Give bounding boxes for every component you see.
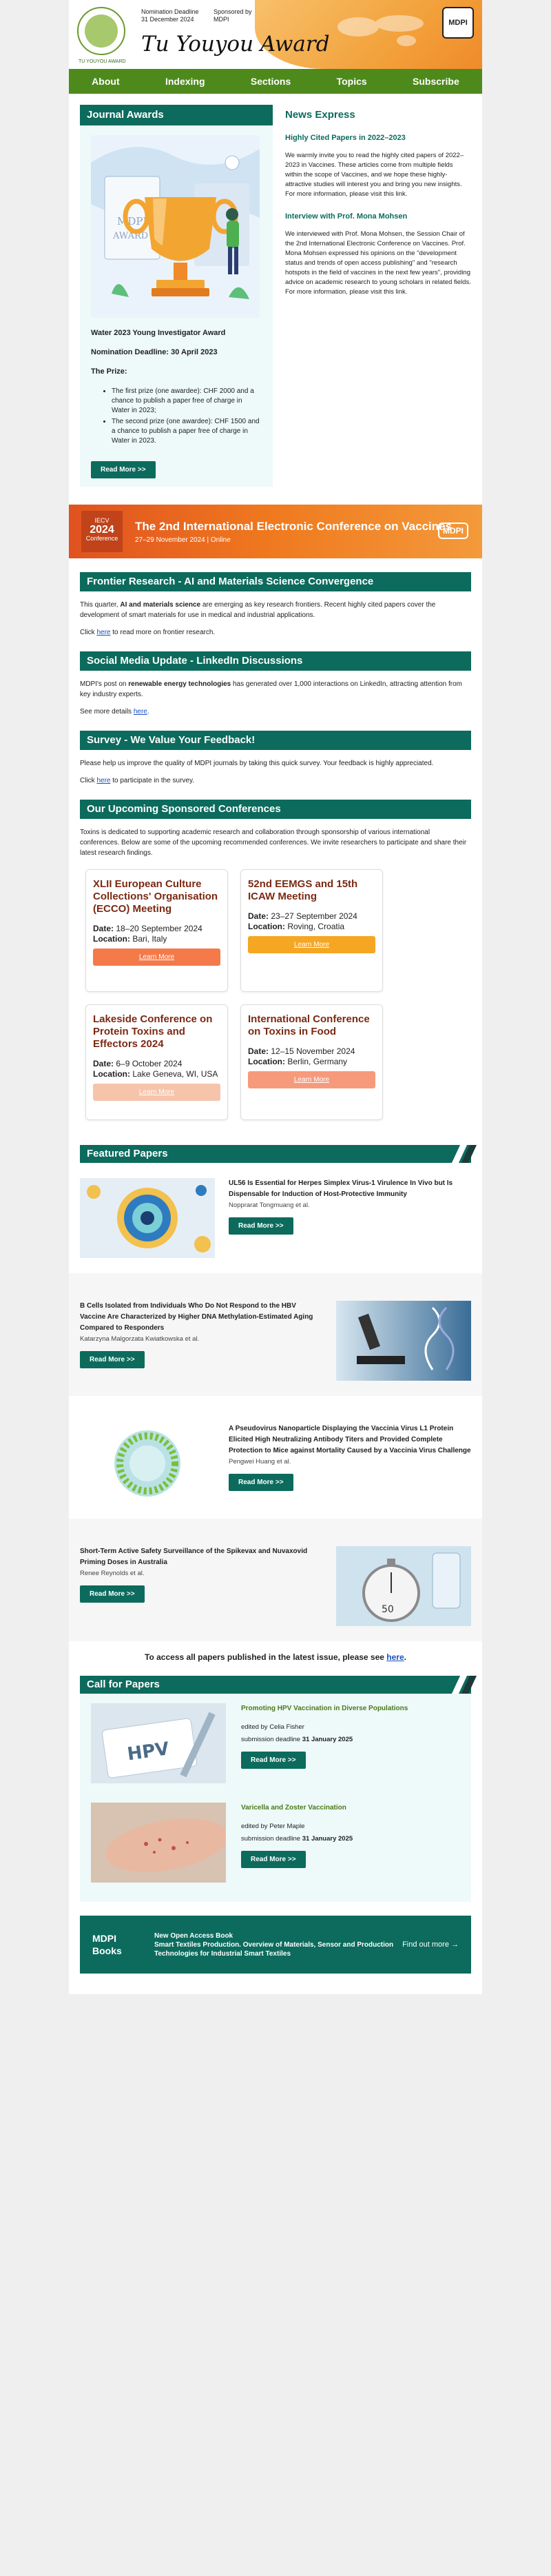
learn-more-button[interactable]: Learn More [93, 949, 220, 966]
paper-authors: Nopprarat Tongmuang et al. [229, 1201, 310, 1209]
conference-card [85, 1004, 228, 1120]
survey-link-line: Click here to participate in the survey. [80, 777, 195, 784]
paper-authors: Katarzyna Malgorzata Kwiatkowska et al. [80, 1335, 200, 1343]
news-item-title[interactable]: Interview with Prof. Mona Mohsen [285, 212, 408, 221]
conference-date: Date: 6–9 October 2024 [93, 1059, 183, 1068]
header [69, 0, 482, 69]
survey-link[interactable]: here [96, 777, 111, 784]
conference-banner[interactable] [69, 505, 482, 558]
featured-heading: Featured Papers [87, 1148, 168, 1159]
call-for-papers [80, 1694, 471, 1902]
trophy-icon [91, 135, 260, 318]
featured-paper [69, 1519, 482, 1641]
nanoparticle-icon [80, 1423, 215, 1503]
newsletter [69, 0, 482, 1994]
cfp-item [91, 1793, 460, 1892]
awards-body [80, 318, 273, 487]
nav-sections[interactable]: Sections [250, 76, 291, 87]
conference-card [240, 1004, 383, 1120]
award-deadline: Nomination Deadline: 30 April 2023 [91, 348, 218, 356]
news-item-body: We warmly invite you to read the highly cited papers of 2022–2023 in Vaccines. These articles come from multiple fields within the scope of Vaccines, and we hope these highly-attractive studies will interest you and bring you new insights. For more information, please visit this link. [285, 152, 464, 198]
social-body: MDPI's post on renewable energy technologies has generated over 1,000 interactions on LinkedIn, attracting attention from key industry experts. [80, 680, 462, 698]
survey-section [69, 731, 482, 786]
cfp-text [241, 1703, 408, 1783]
learn-more-button[interactable]: Learn More [93, 1084, 220, 1101]
nav-subscribe[interactable]: Subscribe [413, 76, 459, 87]
prize-item: • The second prize (one awardee): CHF 1500 and a chance to publish a paper free of charge in Water in 2023. [112, 417, 262, 446]
deadline-info [141, 8, 199, 23]
survey-heading: Survey - We Value Your Feedback! [80, 731, 471, 750]
news-heading: News Express [285, 109, 355, 121]
paper-authors: Pengwei Huang et al. [229, 1458, 291, 1466]
news-item-body: We interviewed with Prof. Mona Mohsen, the Session Chair of the 2nd International Electronic Conference on Vaccines. Prof. Mona Mohsen expressed his opinions on the "development status and trends of open access publishing" and "research hotspots in the field of vaccines in the next few years", providing advice on academic research to young scholars in related fields. For more information, please visit this link. [285, 230, 471, 296]
skin-rash-icon [91, 1803, 226, 1883]
stopwatch-icon [336, 1546, 471, 1626]
conference-location: Location: Roving, Croatia [248, 922, 345, 931]
paper-title[interactable]: B Cells Isolated from Individuals Who Do Not Respond to the HBV Vaccine Are Characterized by Higher DNA Methylation-Estimated Aging Compared to Responders [80, 1302, 313, 1332]
conference-date: Date: 18–20 September 2024 [93, 924, 202, 933]
sponsor-label: Sponsored by [214, 8, 252, 15]
news-express [285, 105, 471, 487]
awards-read-more-button[interactable]: Read More >> [91, 461, 156, 478]
conference-title: 52nd EEMGS and 15th ICAW Meeting [248, 878, 358, 902]
mdpi-books-logo: MDPI Books [92, 1933, 122, 1956]
cfp-image [91, 1703, 226, 1783]
conference-title: Lakeside Conference on Protein Toxins and Effectors 2024 [93, 1013, 213, 1050]
cfp-heading: Call for Papers [87, 1679, 160, 1690]
mdpi-logo[interactable]: MDPI [442, 7, 474, 39]
frontier-link[interactable]: here [96, 629, 111, 636]
prize-label: The Prize: [91, 367, 127, 376]
cfp-item [91, 1694, 460, 1793]
conferences-heading: Our Upcoming Sponsored Conferences [80, 800, 471, 819]
paper-image [336, 1301, 471, 1381]
top-section [69, 94, 482, 495]
banner-text [135, 520, 452, 544]
paper-read-more-button[interactable]: Read More >> [80, 1351, 145, 1368]
footer-label: New Open Access Book [154, 1931, 233, 1940]
cfp-read-more-button[interactable]: Read More >> [241, 1851, 306, 1868]
sponsor-info [214, 8, 252, 23]
conference-location: Location: Lake Geneva, WI, USA [93, 1069, 218, 1079]
conference-location: Location: Berlin, Germany [248, 1057, 348, 1066]
featured-heading-bar [80, 1145, 471, 1163]
frontier-body: This quarter, AI and materials science are emerging as key research frontiers. Recent highly cited papers cover the development of smart materials for use in medical and industrial applications. [80, 601, 436, 619]
paper-image [336, 1546, 471, 1626]
svg-text:MDPI: MDPI [117, 215, 147, 227]
cfp-deadline: submission deadline 31 January 2025 [241, 1736, 353, 1743]
conference-date: Date: 12–15 November 2024 [248, 1046, 355, 1056]
journal-awards-heading: Journal Awards [80, 105, 273, 125]
paper-authors: Renee Reynolds et al. [80, 1570, 145, 1577]
learn-more-button[interactable]: Learn More [248, 936, 375, 953]
banner-dates: 27–29 November 2024 | Online [135, 536, 231, 544]
microscope-icon [336, 1301, 471, 1381]
news-item-title[interactable]: Highly Cited Papers in 2022–2023 [285, 134, 406, 142]
footer-book-title: Smart Textiles Production. Overview of Materials, Sensor and Production Technologies for Industrial Smart Textiles [154, 1940, 394, 1958]
hpv-vial-icon [91, 1703, 226, 1783]
main-nav [69, 69, 482, 94]
deadline-date: 31 December 2024 [141, 16, 194, 23]
banner-mdpi-logo: MDPI [438, 523, 468, 539]
stopwatch-text: 50 [382, 1604, 394, 1615]
social-link-line: See more details here. [80, 708, 149, 716]
paper-text [229, 1423, 471, 1503]
cfp-editor: edited by Celia Fisher [241, 1723, 304, 1731]
nav-topics[interactable]: Topics [336, 76, 367, 87]
journal-awards [80, 105, 273, 487]
conference-title: International Conference on Toxins in Food [248, 1013, 370, 1037]
badge-year: 2024 [90, 524, 114, 536]
paper-image [80, 1178, 215, 1258]
svg-text:AWARD: AWARD [113, 231, 149, 241]
conference-date: Date: 23–27 September 2024 [248, 911, 357, 921]
paper-read-more-button[interactable]: Read More >> [229, 1474, 293, 1491]
frontier-link-line: Click here to read more on frontier research. [80, 629, 216, 636]
paper-image [80, 1423, 215, 1503]
frontier-section [69, 572, 482, 638]
featured-paper [69, 1273, 482, 1396]
paper-text [229, 1178, 471, 1258]
social-section [69, 651, 482, 717]
all-papers-link[interactable]: here [386, 1652, 404, 1662]
conference-grid [80, 865, 471, 1127]
frontier-heading: Frontier Research - AI and Materials Science Convergence [80, 572, 471, 591]
featured-paper [69, 1163, 482, 1273]
learn-more-button[interactable]: Learn More [248, 1071, 375, 1088]
conferences-intro: Toxins is dedicated to supporting academic research and collaboration through sponsorship of various international conferences. Below are some of the upcoming recommended conferences. We invite researchers to participate and share their latest research findings. [80, 829, 467, 857]
paper-text [80, 1546, 322, 1626]
page-title: Tu Youyou Award [141, 32, 330, 57]
banner-title: The 2nd International Electronic Conference on Vaccines [135, 519, 453, 533]
cfp-heading-bar [80, 1676, 471, 1694]
nav-about[interactable]: About [92, 76, 120, 87]
featured-paper [69, 1396, 482, 1519]
badge-bottom: Conference [85, 535, 118, 542]
books-footer[interactable] [80, 1916, 471, 1974]
paper-title[interactable]: UL56 Is Essential for Herpes Simplex Virus-1 Virulence In Vivo but Is Dispensable for Induction of Host-Protective Immunity [229, 1179, 453, 1198]
cfp-deadline: submission deadline 31 January 2025 [241, 1835, 353, 1843]
award-name: Water 2023 Young Investigator Award [91, 329, 226, 337]
trophy-illustration [91, 135, 260, 318]
social-link[interactable]: here [133, 708, 147, 716]
conferences-section [69, 800, 482, 1127]
prize-item: • The first prize (one awardee): CHF 2000 and a chance to publish a paper free of charge in Water in 2023; [112, 387, 262, 416]
world-map-icon [331, 10, 434, 51]
all-papers-line: To access all papers published in the latest issue, please see here. [145, 1652, 406, 1662]
virus-icon [80, 1178, 215, 1258]
conference-card [240, 869, 383, 992]
cfp-read-more-button[interactable]: Read More >> [241, 1752, 306, 1769]
nav-indexing[interactable]: Indexing [165, 76, 205, 87]
cfp-title[interactable]: Varicella and Zoster Vaccination [241, 1804, 346, 1812]
cfp-editor: edited by Peter Maple [241, 1823, 305, 1830]
conference-card [85, 869, 228, 992]
survey-body: Please help us improve the quality of MDPI journals by taking this quick survey. Your feedback is highly appreciated. [80, 760, 434, 767]
conference-location: Location: Bari, Italy [93, 934, 167, 944]
prize-list [112, 387, 262, 446]
paper-read-more-button[interactable]: Read More >> [229, 1217, 293, 1235]
sponsor-name: MDPI [214, 16, 229, 23]
badge-top: IECV [94, 517, 110, 524]
social-heading: Social Media Update - LinkedIn Discussions [80, 651, 471, 671]
banner-badge [81, 511, 123, 552]
deadline-label: Nomination Deadline [141, 8, 199, 15]
award-logo [77, 7, 125, 55]
paper-title[interactable]: A Pseudovirus Nanoparticle Displaying the Vaccinia Virus L1 Protein Elicited High Neutralizing Antibody Titers and Provided Complete Protection to Mice against Mortality Caused by a Vaccinia Virus Challenge [229, 1425, 471, 1454]
find-out-more-link[interactable]: Find out more → [402, 1940, 459, 1949]
hpv-text: HPV [125, 1738, 171, 1765]
logo-caption: TU YOUYOU AWARD [79, 59, 126, 64]
cfp-image [91, 1803, 226, 1883]
footer-text [154, 1931, 402, 1958]
paper-text [80, 1301, 322, 1381]
paper-title[interactable]: Short-Term Active Safety Surveillance of the Spikevax and Nuvaxovid Priming Doses in Australia [80, 1548, 308, 1566]
cfp-text [241, 1803, 353, 1883]
paper-read-more-button[interactable]: Read More >> [80, 1585, 145, 1603]
cfp-title[interactable]: Promoting HPV Vaccination in Diverse Populations [241, 1705, 408, 1712]
conference-title: XLII European Culture Collections' Organisation (ECCO) Meeting [93, 878, 218, 915]
